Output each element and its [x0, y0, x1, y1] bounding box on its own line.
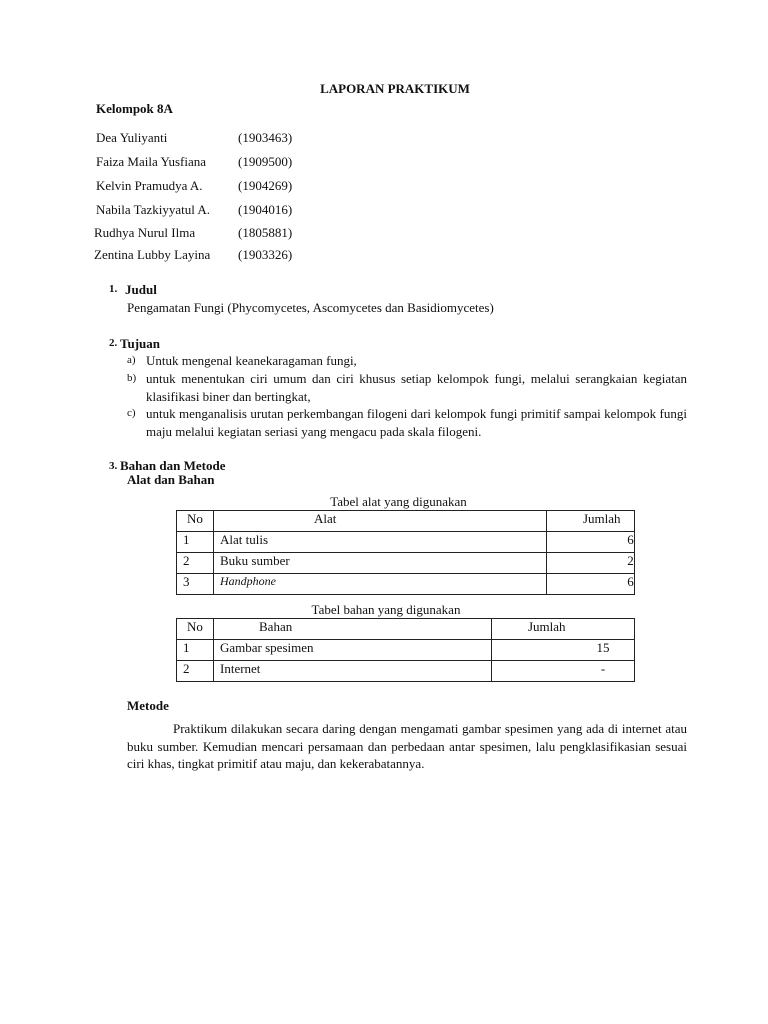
member-name: Dea Yuliyanti	[96, 130, 168, 145]
table-header-row	[177, 619, 635, 640]
table-cell: Gambar spesimen	[214, 640, 492, 661]
table-cell: 2	[177, 553, 214, 574]
header-cell: Bahan	[214, 619, 492, 640]
table-header-row	[177, 511, 635, 532]
section-number: 1.	[109, 283, 118, 295]
header-cell: No	[177, 619, 214, 640]
member-id: (1903326)	[238, 247, 293, 262]
table-cell: 2	[177, 661, 214, 682]
table-cell: 1	[177, 640, 214, 661]
subsection-heading: Alat dan Bahan	[127, 472, 215, 487]
table-row	[177, 661, 635, 682]
table-row	[177, 553, 635, 574]
table-cell: Handphone	[214, 574, 547, 595]
member-name: Zentina Lubby Layina	[94, 247, 211, 262]
list-marker: c)	[127, 407, 136, 419]
section-heading: Judul	[125, 282, 157, 297]
table-cell: Buku sumber	[214, 553, 547, 574]
table-cell: 2	[547, 553, 635, 574]
section-heading: Tujuan	[120, 336, 160, 351]
table-cell: 1	[177, 532, 214, 553]
header-cell: No	[177, 511, 214, 532]
materials-table	[176, 618, 635, 682]
member-id: (1909500)	[238, 154, 293, 169]
table-cell: Alat tulis	[214, 532, 547, 553]
member-name: Nabila Tazkiyyatul A.	[96, 202, 211, 217]
member-id: (1903463)	[238, 130, 293, 145]
table-row	[177, 532, 635, 553]
section-text: Pengamatan Fungi (Phycomycetes, Ascomycetes dan Basidiomycetes)	[127, 300, 494, 315]
table-caption: Tabel bahan yang digunakan	[311, 602, 461, 617]
list-item: untuk menentukan ciri umum dan ciri khusus setiap kelompok fungi, melalui serangkaian kegiatan klasifikasi biner dan bertingkat,	[146, 371, 687, 404]
member-name: Rudhya Nurul Ilma	[94, 225, 196, 240]
section-number: 3.	[109, 460, 118, 472]
table-cell: Internet	[214, 661, 492, 682]
table-cell: 15	[492, 640, 635, 661]
list-item: Untuk mengenal keanekaragaman fungi,	[146, 353, 357, 368]
table-row	[177, 640, 635, 661]
method-paragraph: Praktikum dilakukan secara daring dengan mengamati gambar spesimen yang ada di internet atau buku sumber. Kemudian mencari persamaan dan perbedaan antar spesimen, lalu pengklasifikasian sesuai ciri khas, tingkat primitif atau maju, dan kekerabatannya.	[127, 721, 687, 771]
member-id: (1904269)	[238, 178, 293, 193]
table-cell: 6	[547, 574, 635, 595]
list-item: untuk menganalisis urutan perkembangan filogeni dari kelompok fungi primitif sampai kelompok fungi maju melalui kegiatan seriasi yang mengacu pada skala filogeni.	[146, 406, 687, 439]
list-marker: b)	[127, 372, 137, 384]
member-id: (1805881)	[238, 225, 293, 240]
header-cell: Jumlah	[492, 619, 635, 640]
list-marker: a)	[127, 354, 136, 366]
group-name: Kelompok 8A	[96, 101, 173, 116]
table-cell: 3	[177, 574, 214, 595]
header-cell: Alat	[214, 511, 547, 532]
table-row	[177, 574, 635, 595]
table-cell: 6	[547, 532, 635, 553]
member-id: (1904016)	[238, 202, 293, 217]
table-caption: Tabel alat yang digunakan	[330, 494, 467, 509]
member-name: Kelvin Pramudya A.	[96, 178, 203, 193]
report-title: LAPORAN PRAKTIKUM	[320, 81, 470, 96]
section-number: 2.	[109, 337, 118, 349]
method-heading: Metode	[127, 698, 169, 713]
table-cell: -	[492, 661, 635, 682]
tools-table	[176, 510, 635, 595]
header-cell: Jumlah	[547, 511, 635, 532]
section-heading: Bahan dan Metode	[120, 458, 226, 473]
member-name: Faiza Maila Yusfiana	[96, 154, 206, 169]
